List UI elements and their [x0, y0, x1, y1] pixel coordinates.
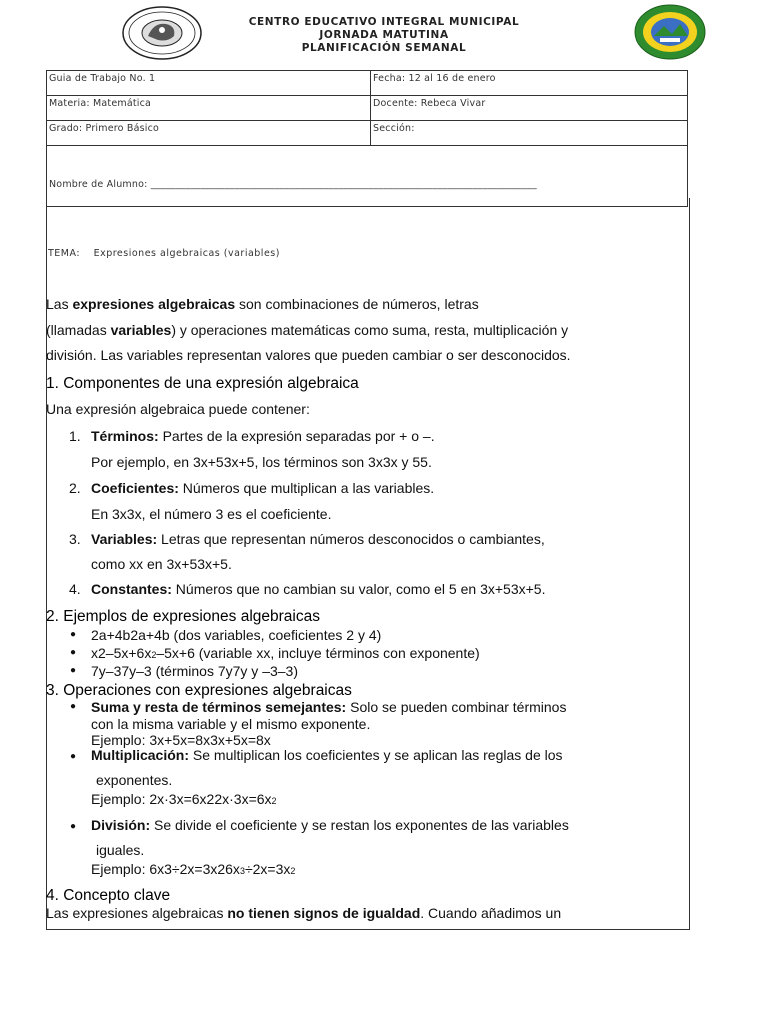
- item-2-number: 2.: [69, 480, 81, 496]
- header-line-1: CENTRO EDUCATIVO INTEGRAL MUNICIPAL: [248, 16, 520, 28]
- bullet-dot: ●: [70, 665, 77, 676]
- item-3-extra: como xx en 3x+53x+5.: [91, 556, 232, 572]
- item-1-extra: Por ejemplo, en 3x+53x+5, los términos son 3x3x y 55.: [91, 454, 432, 470]
- section-2-title: 2. Ejemplos de expresiones algebraicas: [46, 608, 320, 625]
- suma-line-1: Suma y resta de términos semejantes: Solo se pueden combinar términos: [91, 699, 567, 715]
- tema-label: TEMA:: [48, 248, 81, 259]
- grado-cell: Grado: Primero Básico: [47, 121, 371, 146]
- intro-line-3: división. Las variables representan valores que pueden cambiar o ser desconocidos.: [46, 347, 571, 363]
- intro-line-2: (llamadas variables) y operaciones matemáticas como suma, resta, multiplicación y: [46, 322, 569, 338]
- bullet-dot: ●: [70, 751, 77, 762]
- item-2-extra: En 3x3x, el número 3 es el coeficiente.: [91, 506, 332, 522]
- section-4-line-1: Las expresiones algebraicas no tienen signos de igualdad. Cuando añadimos un: [46, 905, 562, 921]
- div-line-2: iguales.: [96, 842, 145, 858]
- header-line-2: JORNADA MATUTINA: [319, 29, 449, 41]
- example-1: 2a+4b2a+4b (dos variables, coeficientes 2 y 4): [91, 627, 382, 643]
- bullet-dot: ●: [70, 821, 77, 832]
- suma-example: Ejemplo: 3x+5x=8x3x+5x=8x: [91, 732, 271, 748]
- div-example: Ejemplo: 6x3÷2x=3x26x3÷2x=3x2: [91, 861, 296, 877]
- item-1-number: 1.: [69, 428, 81, 444]
- section-3-title: 3. Operaciones con expresiones algebraicas: [46, 682, 352, 699]
- guia-cell: Guia de Trabajo No. 1: [47, 71, 371, 96]
- mult-line-2: exponentes.: [96, 772, 173, 788]
- fecha-cell: Fecha: 12 al 16 de enero: [371, 71, 688, 96]
- info-table: [46, 70, 688, 207]
- item-2-text: Coeficientes: Números que multiplican a las variables.: [91, 480, 435, 496]
- bullet-dot: ●: [70, 629, 77, 640]
- tema-text: Expresiones algebraicas (variables): [93, 248, 280, 259]
- docente-cell: Docente: Rebeca Vivar: [371, 96, 688, 121]
- item-4-number: 4.: [69, 581, 81, 597]
- mult-line-1: Multiplicación: Se multiplican los coeficientes y se aplican las reglas de los: [91, 747, 563, 763]
- section-1-lead: Una expresión algebraica puede contener:: [46, 401, 310, 417]
- mult-example: Ejemplo: 2x·3x=6x22x·3x=6x2: [91, 791, 277, 807]
- item-3-text: Variables: Letras que representan números desconocidos o cambiantes,: [91, 531, 545, 547]
- item-4-text: Constantes: Números que no cambian su valor, como el 5 en 3x+53x+5.: [91, 581, 546, 597]
- seccion-cell: Sección:: [371, 121, 688, 146]
- bullet-dot: ●: [70, 647, 77, 658]
- alumno-cell: Nombre de Alumno: ______________________________________________________________________________: [47, 146, 688, 207]
- intro-line-1: Las expresiones algebraicas son combinaciones de números, letras: [46, 296, 479, 312]
- bullet-dot: ●: [70, 701, 77, 712]
- header-line-3: PLANIFICACIÓN SEMANAL: [301, 42, 467, 54]
- div-line-1: División: Se divide el coeficiente y se restan los exponentes de las variables: [91, 817, 569, 833]
- example-3: 7y–37y–3 (términos 7y7y y –3–3): [91, 663, 298, 679]
- materia-cell: Materia: Matemática: [47, 96, 371, 121]
- section-4-title: 4. Concepto clave: [46, 887, 171, 904]
- item-3-number: 3.: [69, 531, 81, 547]
- section-1-title: 1. Componentes de una expresión algebraica: [46, 375, 359, 392]
- example-2: x2–5x+6x2–5x+6 (variable xx, incluye términos con exponente): [91, 645, 480, 661]
- suma-line-2: con la misma variable y el mismo exponente.: [91, 716, 371, 732]
- item-1-text: Términos: Partes de la expresión separadas por + o –.: [91, 428, 435, 444]
- tema-line: [48, 248, 280, 259]
